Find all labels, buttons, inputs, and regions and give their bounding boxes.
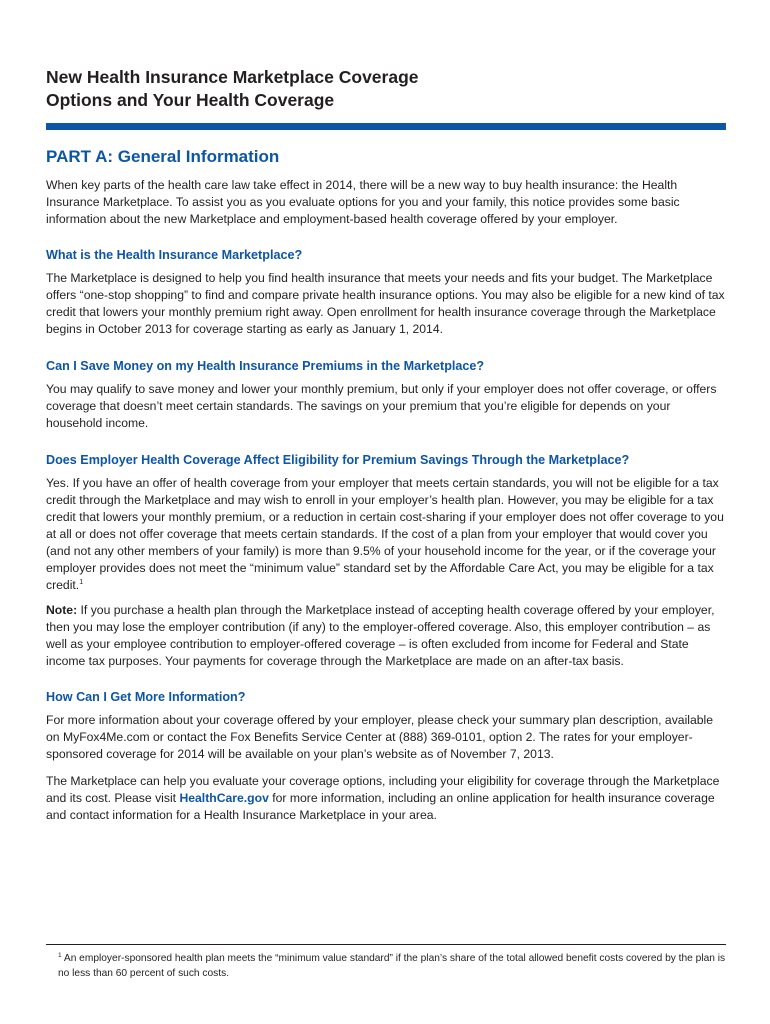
intro-paragraph: When key parts of the health care law take effect in 2014, there will be a new way to buy health insurance: the Health Insurance Marketplace. To assist you as you evaluate options for you and your family, this notice provides some basic information about the new Marketplace and employment-based health coverage offered by your employer. — [46, 178, 680, 226]
footnote — [58, 951, 728, 981]
document-title — [46, 66, 726, 112]
marketplace-help-text-before: The Marketplace can help you evaluate your coverage options, including your eligibility for coverage through the Marketplace and its cost. Please visit — [46, 774, 720, 805]
section-body-marketplace: The Marketplace is designed to help you find health insurance that meets your needs and fits your budget. The Marketplace offers “one-stop shopping” to find and compare private health insurance options. You may also be eligible for a new kind of tax credit that lowers your monthly premium right away. Open enrollment for health insurance coverage through the Marketplace begins in October 2013 for coverage starting as early as January 1, 2014. — [46, 271, 725, 336]
note-label: Note: — [46, 603, 78, 617]
document-title-line-1: New Health Insurance Marketplace Coverage — [46, 67, 419, 87]
marketplace-help-text-after: for more information, including an online application for health insurance coverage and contact information for a Health Insurance Marketplace in your area. — [46, 791, 715, 822]
section-body-save-money: You may qualify to save money and lower your monthly premium, but only if your employer does not offer coverage, or offers coverage that doesn’t meet certain standards. The savings on your premium that you’re eligible for depends on your household income. — [46, 382, 717, 430]
section-heading-save-money: Can I Save Money on my Health Insurance Premiums in the Marketplace? — [46, 359, 485, 373]
section-body-more-info: For more information about your coverage offered by your employer, please check your summary plan description, available on MyFox4Me.com or contact the Fox Benefits Service Center at (888) 369-0101, option 2. The rates for your employer-sponsored coverage for 2014 will be available on your plan’s website as of November 7, 2013. — [46, 713, 714, 761]
document-title-line-2: Options and Your Health Coverage — [46, 90, 335, 110]
footnote-text: An employer-sponsored health plan meets the “minimum value standard” if the plan’s share of the total allowed benefit costs covered by the plan is no less than 60 percent of such costs. — [58, 953, 726, 979]
healthcare-gov-link[interactable]: HealthCare.gov — [179, 791, 269, 805]
footnote-divider — [46, 944, 726, 945]
section-body-employer-coverage — [46, 475, 728, 594]
footnote-marker: 1 — [58, 952, 62, 959]
footnote-reference[interactable]: 1 — [79, 579, 84, 586]
section-heading-employer-coverage: Does Employer Health Coverage Affect Eligibility for Premium Savings Through the Marketplace? — [46, 453, 630, 467]
section-heading-marketplace: What is the Health Insurance Marketplace? — [46, 248, 303, 262]
marketplace-help-paragraph — [46, 773, 728, 824]
title-divider — [46, 123, 726, 130]
part-a-heading: PART A: General Information — [46, 147, 280, 166]
note-paragraph — [46, 602, 728, 670]
employer-coverage-text: Yes. If you have an offer of health coverage from your employer that meets certain standards, you will not be eligible for a tax credit through the Marketplace and may wish to enroll in your employer’s health plan. However, you may be eligible for a tax credit that lowers your monthly premium, or a reduction in certain cost-sharing if your employer does not offer coverage to you at all or does not offer coverage that meets certain standards. If the cost of a plan from your employer that would cover you (and not any other members of your family) is more than 9.5% of your household income for the year, or if the coverage your employer provides does not meet the “minimum value” standard set by the Affordable Care Act, you may be eligible for a tax credit. — [46, 476, 724, 592]
section-heading-more-info: How Can I Get More Information? — [46, 690, 246, 704]
note-text: If you purchase a health plan through the Marketplace instead of accepting health coverage offered by your employer, then you may lose the employer contribution (if any) to the employer-offered coverage. Also, this employer contribution – as well as your employee contribution to employer-offered coverage – is often excluded from income for Federal and State income tax purposes. Your payments for coverage through the Marketplace are made on an after-tax basis. — [46, 603, 715, 668]
